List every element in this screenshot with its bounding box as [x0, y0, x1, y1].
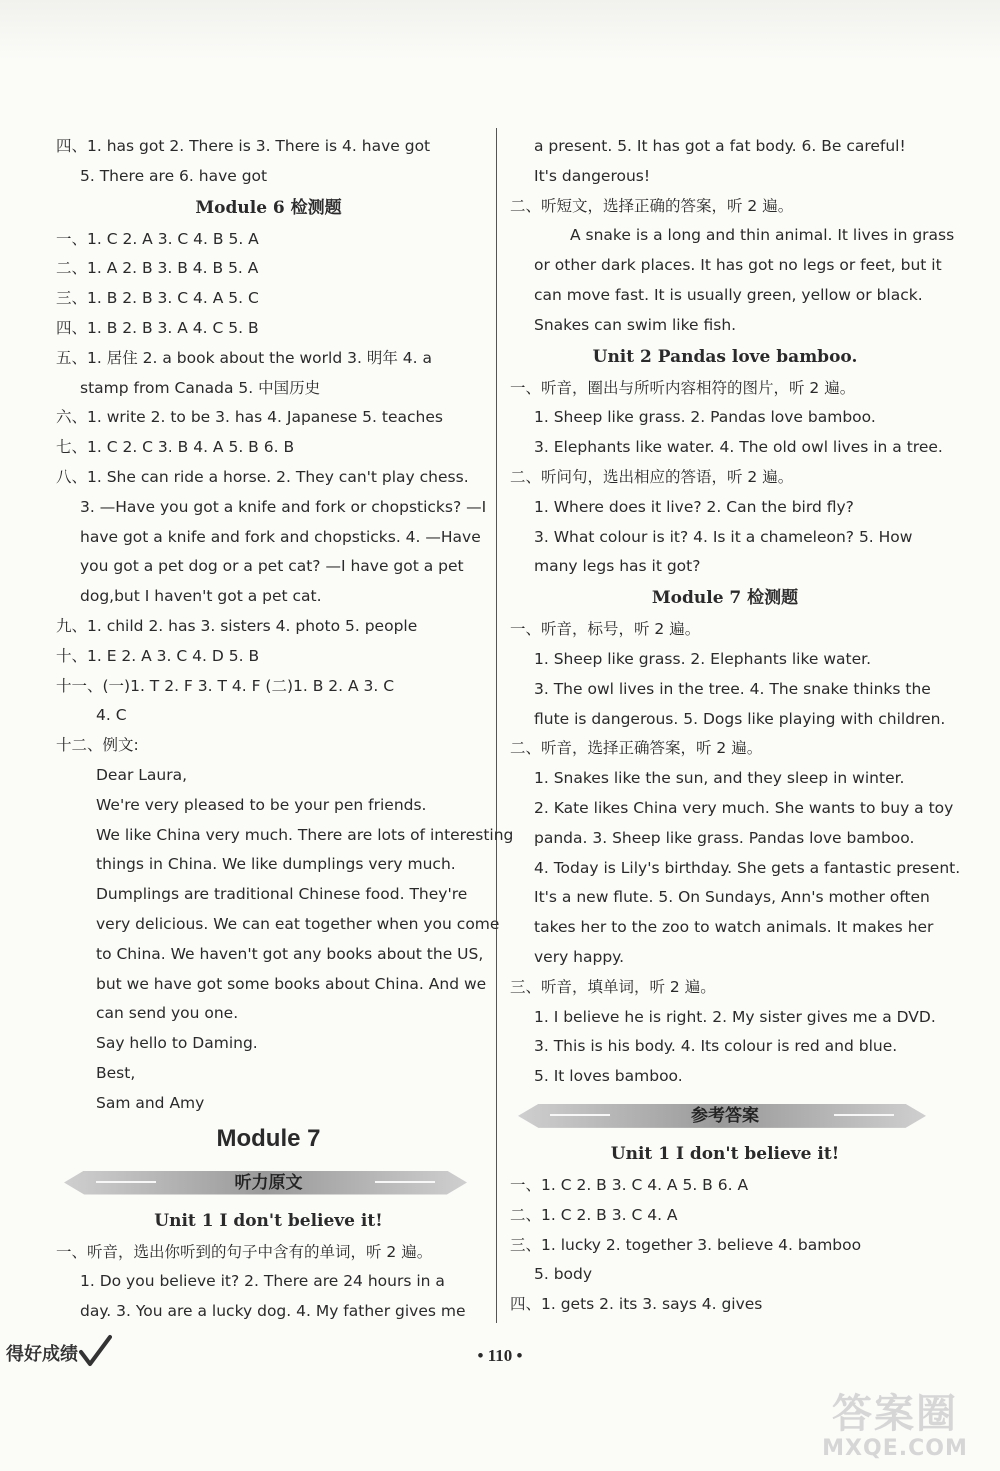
listening-line: 三、听音，填单词，听 2 遍。: [510, 977, 716, 996]
listening-line: many legs has it got?: [534, 557, 701, 576]
answer-line: 八、1. She can ride a horse. 2. They can't play chess.: [56, 467, 469, 486]
listening-line: 1. Where does it live? 2. Can the bird fly?: [534, 497, 854, 516]
answer-line: stamp from Canada 5. 中国历史: [80, 378, 321, 397]
answer-line: you got a pet dog or a pet cat? —I have got a pet: [80, 557, 464, 576]
page-number: • 110 •: [477, 1346, 523, 1365]
letter-line: things in China. We like dumplings very much.: [96, 855, 456, 874]
letter-line: Sam and Amy: [96, 1093, 205, 1112]
answer-line: 5. There are 6. have got: [80, 166, 268, 185]
watermark-logo-text: 答案圈: [832, 1391, 958, 1437]
listening-line: 1. Do you believe it? 2. There are 24 hours in a: [80, 1272, 445, 1291]
answer-line: 4. C: [96, 706, 127, 725]
listening-line: 2. Kate likes China very much. She wants to buy a toy: [534, 798, 954, 817]
listening-line: 1. I believe he is right. 2. My sister gives me a DVD.: [534, 1007, 936, 1026]
left-column: [56, 132, 514, 1327]
section-heading-module6-test: Module 6 检测题: [195, 197, 342, 218]
letter-line: Say hello to Daming.: [96, 1034, 258, 1053]
banner-label: 参考答案: [691, 1105, 759, 1126]
answer-line: 四、1. gets 2. its 3. says 4. gives: [510, 1295, 763, 1314]
listening-line: 一、听音，圈出与所听内容相符的图片，听 2 遍。: [510, 378, 856, 397]
answer-line: 十、1. E 2. A 3. C 4. D 5. B: [56, 646, 260, 665]
listening-line: 1. Sheep like grass. 2. Pandas love bamboo.: [534, 408, 876, 427]
unit1-heading: Unit 1 I don't believe it!: [154, 1210, 383, 1231]
answer-line: 九、1. child 2. has 3. sisters 4. photo 5. people: [56, 616, 418, 635]
listening-line: panda. 3. Sheep like grass. Pandas love bamboo.: [534, 828, 915, 847]
passage-line: Snakes can swim like fish.: [534, 315, 737, 334]
listening-line: a present. 5. It has got a fat body. 6. Be careful!: [534, 137, 906, 155]
letter-line: We're very pleased to be your pen friends.: [96, 795, 427, 814]
listening-line: 3. This is his body. 4. Its colour is red and blue.: [534, 1037, 898, 1056]
letter-line: We like China very much. There are lots of interesting: [96, 825, 514, 844]
unit2-heading: Unit 2 Pandas love bamboo.: [592, 346, 858, 367]
answer-line: 一、1. C 2. B 3. C 4. A 5. B 6. A: [510, 1175, 749, 1194]
letter-line: Best,: [96, 1063, 136, 1082]
letter-line: very delicious. We can eat together when you come: [96, 914, 500, 933]
listening-line: 3. The owl lives in the tree. 4. The snake thinks the: [534, 679, 931, 698]
letter-line: to China. We haven't got any books about the US,: [96, 944, 484, 963]
listening-line: 一、听音，标号，听 2 遍。: [510, 620, 701, 639]
listening-line: 5. It loves bamboo.: [534, 1067, 683, 1086]
right-column: [510, 132, 961, 1320]
watermark-url: MXQE.COM: [822, 1436, 968, 1461]
banner-label: 听力原文: [234, 1172, 303, 1193]
answer-line: 3. —Have you got a knife and fork or chopsticks? —I: [80, 497, 487, 516]
letter-line: Dumplings are traditional Chinese food. They're: [96, 885, 468, 904]
listening-script-banner: [56, 1163, 481, 1203]
passage-line: A snake is a long and thin animal. It lives in grass: [570, 226, 955, 245]
answer-line: 六、1. write 2. to be 3. has 4. Japanese 5. teaches: [56, 408, 443, 427]
answer-line: 四、1. B 2. B 3. A 4. C 5. B: [56, 318, 259, 337]
reference-answers-banner: [510, 1096, 940, 1136]
section-heading-module7-test: Module 7 检测题: [651, 588, 799, 609]
listening-line: 1. Snakes like the sun, and they sleep in winter.: [534, 769, 905, 788]
answer-line: 二、1. A 2. B 3. B 4. B 5. A: [56, 259, 259, 278]
letter-line: can send you one.: [96, 1004, 239, 1023]
listening-line: 4. Today is Lily's birthday. She gets a fantastic present.: [534, 858, 961, 877]
listening-line: day. 3. You are a lucky dog. 4. My father gives me: [80, 1302, 466, 1321]
answer-line: have got a knife and fork and chopsticks. 4. —Have: [80, 527, 481, 546]
answer-line: 一、1. C 2. A 3. C 4. B 5. A: [56, 229, 259, 248]
listening-line: 3. Elephants like water. 4. The old owl lives in a tree.: [534, 438, 943, 457]
passage-line: or other dark places. It has got no legs or feet, but it: [534, 256, 942, 275]
listening-line: 二、听短文，选择正确的答案，听 2 遍。: [510, 196, 794, 215]
passage-line: can move fast. It is usually green, yellow or black.: [534, 285, 923, 304]
answer-line: 5. body: [534, 1265, 593, 1284]
listening-line: 二、听问句，选出相应的答语，听 2 遍。: [510, 467, 794, 486]
answer-line: 三、1. B 2. B 3. C 4. A 5. C: [56, 289, 259, 308]
answer-line: 十二、例文:: [56, 736, 139, 755]
letter-line: but we have got some books about China. And we: [96, 974, 487, 993]
listening-line: 3. What colour is it? 4. Is it a chameleon? 5. How: [534, 527, 913, 546]
watermark: [800, 1392, 990, 1462]
listening-line: flute is dangerous. 5. Dogs like playing with children.: [534, 709, 946, 728]
scan-top-shade: [0, 0, 1000, 60]
answer-line: 四、1. has got 2. There is 3. There is 4. have got: [56, 137, 431, 155]
listening-line: very happy.: [534, 947, 625, 966]
unit1-answers-heading: Unit 1 I don't believe it!: [610, 1143, 840, 1164]
listening-line: takes her to the zoo to watch animals. It makes her: [534, 918, 934, 937]
listening-line: 二、听音，选择正确答案，听 2 遍。: [510, 739, 763, 758]
brand-logo: 得好成绩: [6, 1344, 78, 1365]
listening-line: 1. Sheep like grass. 2. Elephants like water.: [534, 649, 872, 668]
answer-line: dog,but I haven't got a pet cat.: [80, 587, 322, 606]
answer-line: 二、1. C 2. B 3. C 4. A: [510, 1205, 678, 1224]
answer-line: 十一、(一)1. T 2. F 3. T 4. F (二)1. B 2. A 3. C: [56, 676, 395, 695]
listening-line: It's dangerous!: [534, 166, 651, 185]
letter-line: Dear Laura,: [96, 765, 188, 784]
listening-line: 一、听音，选出你听到的句子中含有的单词，听 2 遍。: [56, 1242, 433, 1261]
answer-line: 三、1. lucky 2. together 3. believe 4. bamboo: [510, 1235, 862, 1254]
listening-line: It's a new flute. 5. On Sundays, Ann's mother often: [534, 888, 930, 907]
answer-line: 五、1. 居住 2. a book about the world 3. 明年 4. a: [56, 348, 432, 367]
module7-title: Module 7: [216, 1124, 321, 1152]
column-divider: [496, 128, 497, 1323]
answer-line: 七、1. C 2. C 3. B 4. A 5. B 6. B: [56, 438, 295, 457]
